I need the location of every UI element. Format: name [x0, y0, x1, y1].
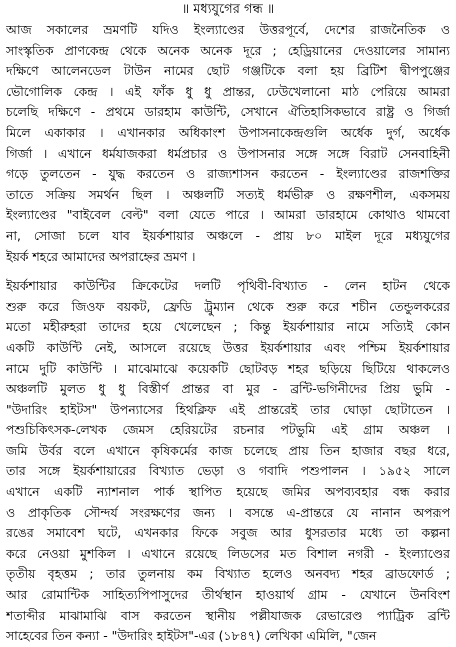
text-line: সাহেবের তিন কন্যা - "উদারিং হাইটস"-এর (১৮৪৭) লেখিকা এমিলি, "জেন [6, 628, 377, 644]
text-line: ইয়র্ক শহরে আমাদের অপরাহ্নের ভ্রমণ । [6, 248, 196, 264]
section-title: ॥ মধ্যযুগের গন্ধ ॥ [181, 2, 275, 17]
text-line: চলেছি দক্ষিণে - প্রথমে ডারহাম কাউন্টি, সেখানে ঐতিহাসিকভাবে রাষ্ট্র ও গির্জা [6, 104, 450, 120]
text-line: রঙের সমাবেশ ঘটে, এখনকার ফিকে সবুজ আর ধুসরতার মধ্যে তা কল্পনা [6, 525, 450, 541]
text-line: ইংল্যাণ্ডের "বাইবেল বেল্ট" বলা যেতে পারে । আমরা ডারহামে কোথাও থামবো [6, 207, 450, 223]
paragraph-gap [6, 267, 450, 276]
text-line: শতাব্দীর মাঝামাঝি বাস করতেন স্থানীয় পল্লীযাজক রেভারেণ্ড প্যাট্রিক ব্রন্টি [6, 607, 450, 623]
text-line: একটি কাউন্টি নেই, আসলে রয়েছে উত্তর ইয়র্কশায়ার এবং পশ্চিম ইয়র্কশায়ার [6, 339, 450, 355]
text-line: তার সঙ্গে ইয়র্কশায়ারের বিখ্যাত ভেড়া ও গবাদি পশুপালন । ১৯৫২ সালে [6, 463, 450, 479]
text-line: তৃতীয় বৃহত্তম ; তার তুলনায় কম বিখ্যাত হলেও অনবদ্য শহর ব্রাডফোর্ড ; [6, 566, 450, 582]
text-line: মতো মহীরুহরা তাদের হয়ে খেলেছেন ; কিন্তু ইয়র্কশায়ার নামে সত্যিই কোন [6, 319, 450, 335]
text-line: দক্ষিণে আলেনডেল টাউন নামের ছোট গঞ্জটিকে বলা হয় ব্রিটিশ দ্বীপপুঞ্জের [6, 63, 450, 79]
paragraph-1 [6, 20, 450, 267]
text-line: ইয়র্কশায়ার কাউন্টির ক্রিকেটের দলটি পৃথিবী-বিখ্যাত - লেন হাটন থেকে [6, 278, 450, 294]
text-line: তাতে সক্রিয় সমর্থন ছিল । অঞ্চলটি সত্যই ধর্মভীরু ও রক্ষণশীল, একসময় [6, 186, 450, 202]
text-line: অঞ্চলটি মুলত ধু ধু বিস্তীর্ণ প্রান্তর বা মুর - ব্রন্টি-ভগিনীদের প্রিয় ভুমি - [6, 381, 450, 397]
text-line: আর রোমান্টিক সাহিত্যপিপাসুদের তীর্থস্থান হাওয়ার্থ গ্রাম - যেখানে উনবিংশ [6, 587, 450, 603]
text-line: ও প্রাকৃতিক সৌন্দর্য সংরক্ষণের জন্য । বসন্তে এ-প্রান্তরে যে নানান অপরূপ [6, 504, 450, 520]
text-line: না, সোজা চলে যাব ইয়র্কশায়ার অঞ্চলে - প্রায় ৮০ মাইল দূরে মধ্যযুগের [6, 227, 450, 243]
text-line: গড়ে তুলতেন - যুদ্ধ করতেন ও রাজ্যশাসন করতেন - ইংল্যাণ্ডের রাজশক্তির [6, 166, 450, 182]
text-line: করে নেওয়া মুশকিল । এখানে রয়েছে লিডসের মত বিশাল নগরী - ইংল্যাণ্ডের [6, 545, 450, 561]
text-line: এখানে একটি ন্যাশনাল পার্ক স্থাপিত হয়েছে জমির অপব্যবহার বন্ধ করার [6, 484, 450, 500]
text-line: আজ সকালের ভ্রমণটি যদিও ইংল্যাণ্ডের উত্তরপূর্বে, দেশের রাজনৈতিক ও [6, 22, 450, 37]
text-line: গির্জা । এখানে ধর্মযাজকরা ধর্মপ্রচার ও উপাসনার সঙ্গে সঙ্গে বিরাট সেনবাহিনী [6, 145, 450, 161]
text-line: মিলে একাকার । এখানকার অধিকাংশ উপাসনাকেন্দ্রগুলি অর্ধেক দুর্গ, অর্ধেক [6, 124, 450, 140]
paragraph-2 [6, 276, 450, 647]
text-line: "উদারিং হাইটস" উপন্যাসের হিথক্লিফ এই প্রান্তরেই তার ঘোড়া ছোটাতেন । [6, 401, 450, 417]
text-line: নামে দুটি কাউন্টি । মাঝেমাঝে কয়েকটি ছোটবড় শহর ছড়িয়ে ছিটিয়ে থাকলেও [6, 360, 450, 376]
text-line: শুরু করে জিওফ বয়কট, ফ্রেডি ট্রুম্যান থেকে শুরু করে শচীন তেন্ডুলকরের [6, 298, 450, 314]
text-line: পশুচিকিৎসক-লেখক জেমস হেরিয়টের রচনার পটভুমি এই গ্রাম অঞ্চল । [6, 422, 450, 438]
text-line: ভৌগোলিক কেন্দ্র । এই ফাঁক ধু ধু প্রান্তর, ঢেউখেলানো মাঠ পেরিয়ে আমরা [6, 83, 450, 99]
text-line: সাংস্কৃতিক প্রাণকেন্দ্র থেকে অনেক অনেক দূরে ; হেড্রিয়ানের দেওয়ালের সামান্য [6, 42, 450, 58]
text-line: জমি উর্বর বলে এখানে কৃষিকর্মের কাজ চলেছে প্রায় তিন হাজার বছর ধরে, [6, 442, 450, 458]
